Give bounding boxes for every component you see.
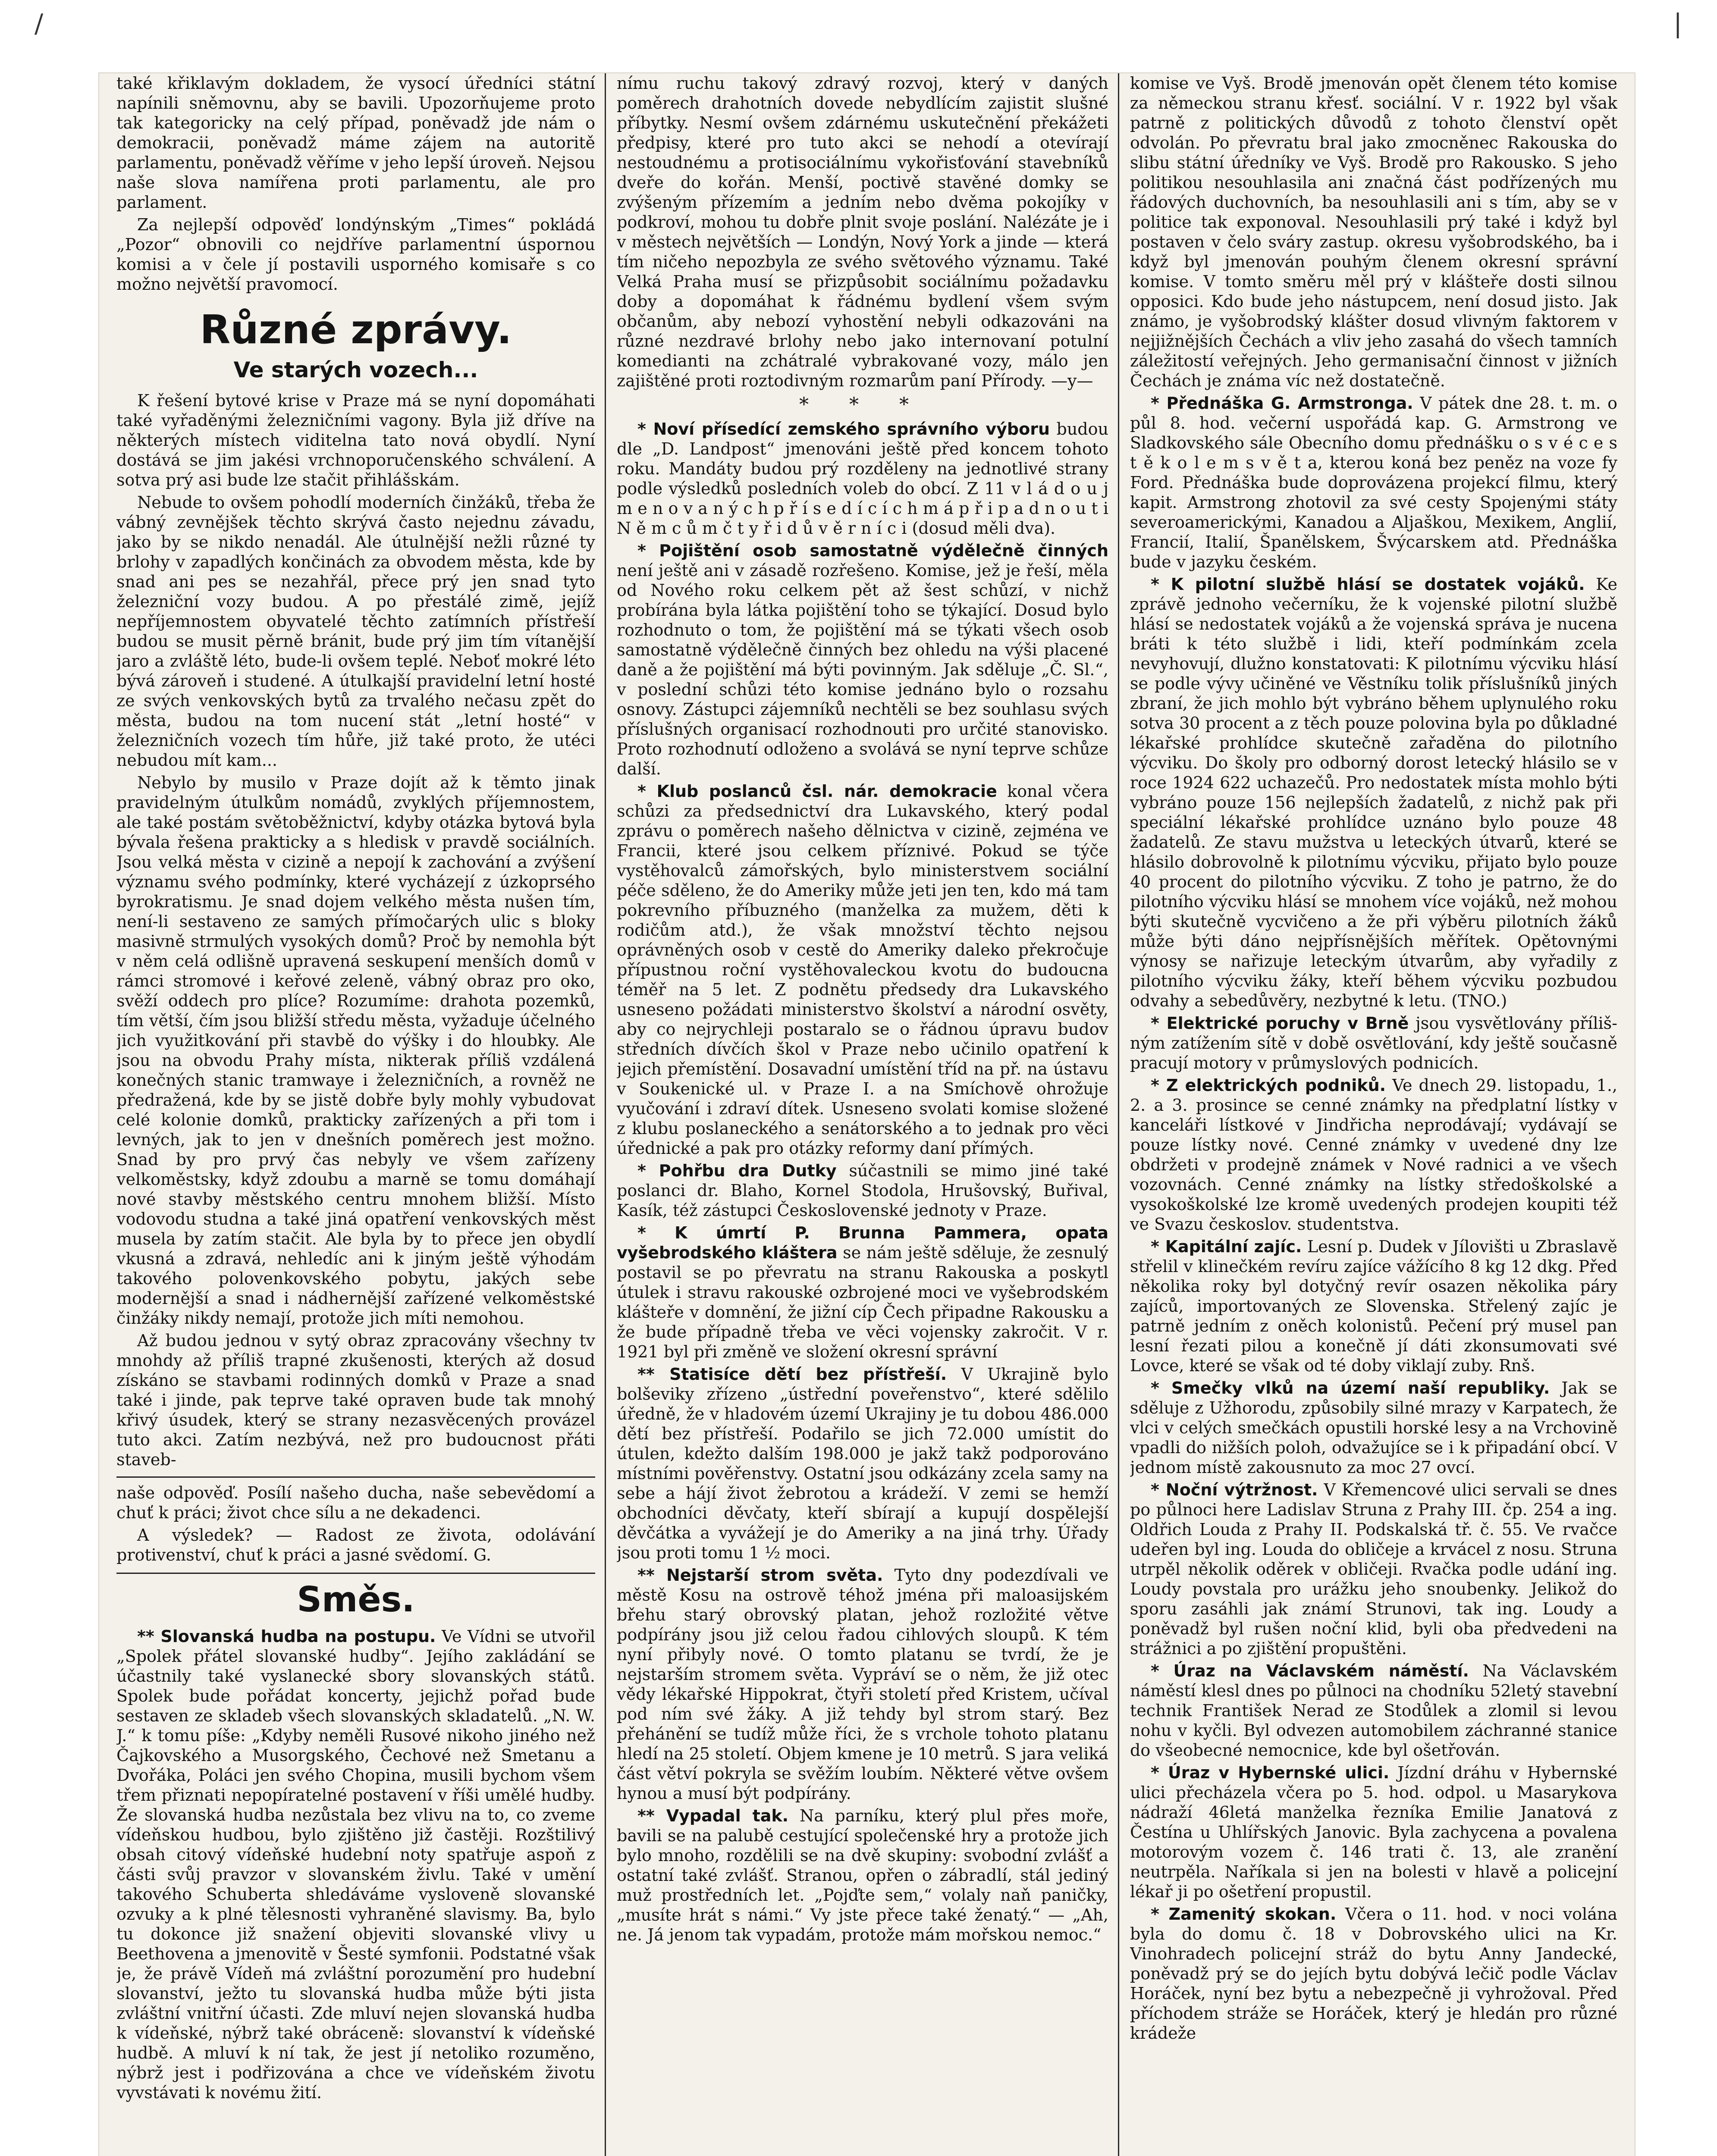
news-item-text [617, 1806, 1108, 1945]
paragraph: K řešení bytové krise v Praze má se nyní dopomáhati také vyřaděnými železničními vagony. Byla již dříve na některých místech viditelna tato nová obydlí. Nyní dostává se jim jakési vrchnoporučenského schválení. A sotva prý asi bude lze stačit přihlášskám. [116, 391, 595, 489]
news-item [617, 541, 1108, 779]
news-item-body: Jízdní dráhu v Hybernské ulici přecházela včera po 5. hod. odpol. u Masarykova nádraží 46letá manželka řezníka Emilie Janatová z Čestína u Uhlířských Janovic. Byla zachycena a povalena motorovým vozem č. 146 trati č. 13, ale zranění neutrpěla. Naříkala si jen na bolesti v hlavě a policejní lékař ji po ošetření propustil. [1130, 1763, 1617, 1901]
news-item [116, 1626, 595, 2103]
news-item [617, 1565, 1108, 1803]
news-items [617, 419, 1108, 1945]
paragraph: Nebude to ovšem pohodlí moderních činžáků, třeba že vábný zevnějšek těchto skrývá často nejednu závadu, jako by se nikdo nenadál. Ale útulnější nežli různé ty brlohy v zapadlých končinách za obvodem města, kde by snad ani pes se nezahřál, přece prý jen snad tyto železniční vozy budou. A po přestálé zimě, jejíž nepříjemnostem obyvatelé těchto zatímních přístřeší budou se musit pěrně bránit, bude prý jim tím vítanější jaro a zvláště léto, bude-li ovšem teplé. Neboť mokré léto bývá zároveň i studené. A útulkajší pravidelní letní hosté ze svých venkovských bytů za trvalého nečasu zpět do města, budou na tom nucení stát „letní hosté“ v železničních vozech tím hůře, již také proto, že utéci nebudou mít kam... [116, 493, 595, 770]
news-item-headline: * K úmrtí P. Brunna Pammera, opata vyšebrodského kláštera [617, 1223, 1108, 1262]
separator: * * * [799, 394, 926, 416]
news-item-text [1130, 1237, 1617, 1376]
news-item [1130, 1480, 1617, 1658]
corner-mark-top-right: | [1673, 9, 1682, 39]
news-item [1130, 1378, 1617, 1477]
news-item-headline: * Zamenitý skokan. [1151, 1905, 1337, 1924]
news-item-body: Ke zprávě jednoho večerníku, že k vojenské pilotní službě hlásí se nedostatek vojáků a že vojenská správa je nucena bráti k této službě i lidi, kteří podmínkám zcela nevyhovují, dlužno konstatovati: K pilotnímu výcviku hlásí se podle vývy učiněné ve Věstníku tolik příslušníků jiných zbraní, že jich mohlo být vybráno během uplynulého roku sotva 30 procent a z těch pouze polovina byla po důkladné lékařské prohlídce skutečně zařaděna do pilotního výcviku. Do školy pro odborný dorost letecký hlásilo se v roce 1924 622 uchazečů. Pro nedostatek místa mohlo býti vybráno pouze 156 nejlepších žadatelů, z nichž pak při speciální lékařské prohlídce uznáno bylo pouze 48 žadatelů. Ze stavu mužstva u leteckých útvarů, které se hlásilo dobrovolně k pilotnímu výcviku, přijato bylo pouze 40 procent do pilotního výcviku. Z toho je patrno, že do pilotního výcviku hlásí se mnohem více vojáků, než mohou býti skutečně vycvičeno a že při výběru pilotních žáků může býti dáno nejpřísnějších měřítek. Opětovnými výnosy se nařizuje leteckým útvarům, aby vyřadily z pilotního výcviku žáky, kteří během výcviku pozbudou odvahy a sebedůvěry, nezbytné k letu. (TNO.) [1130, 575, 1617, 1010]
news-item-text [1130, 574, 1617, 1011]
news-item-headline: * Pohřbu dra Dutky [637, 1161, 837, 1180]
news-item [1130, 1075, 1617, 1234]
article-ve-starych-vozech [116, 391, 595, 1470]
news-item-headline: * Smečky vlků na území naší republiky. [1151, 1379, 1550, 1398]
news-item [617, 419, 1108, 538]
news-item [1130, 574, 1617, 1011]
news-item-text [617, 541, 1108, 779]
news-item-headline: * Klub poslanců čsl. nár. demokracie [637, 782, 997, 801]
intro-text [116, 73, 595, 294]
news-item-body: Lesní p. Dudek v Jílovišti u Zbraslavě střelil v klinečkém revíru zajíce vážícího 8 kg 12 dkg. Před několika roky byl dotyčný revír osazen několika páry zajíců, importovaných ze Slovenska. Střelený zajíc je patrně jedním z oněch kolonistů. Pečení prý musel pan lesní řezati pilou a konečně jí dáti zkonsumovati své Lovce, které se však od té doby viklají zuby. Rnš. [1130, 1237, 1617, 1375]
news-item-text [1130, 1904, 1617, 2043]
section-title: Různé zprávy. [200, 307, 512, 353]
news-item-body: Tyto dny podezdívali ve městě Kosu na ostrově téhož jména při maloasijském břehu starý obrovský platan, jehož rozložité větve podpírány jsou již celou řadou cihlových sloupů. K tém nyní přibyly nové. O tomto platanu se tvrdí, že je nejstarším stromem světa. Vypráví se o něm, že již otec vědy lékařské Hippokrat, čtyři století před Kristem, učíval pod ním své žáky. A již tehdy byl strom starý. Bez přehánění se tudíž může říci, že s vrchole tohoto platanu hledí na 25 století. Objem kmene je 10 metrů. S jara veliká část větví pokryla se svěžím loubím. Některé větve ovšem hynou a musí být podpírány. [617, 1566, 1108, 1803]
column-3 [1130, 73, 1617, 2156]
news-item-body: V Křemencové ulici servali se dnes po půlnoci here Ladislav Struna z Prahy III. čp. 254 a ing. Oldřich Louda z Prahy II. Podskalská tř. č. 55. Ve rvačce udeřen byl ing. Louda do obličeje a krvácel z nosu. Struna utrpěl několik oděrek v obličeji. Rvačka podle udání ing. Loudy povstala pro urážku jeho snoubenky. Jelikož do sporu zasáhli jak známí Strunovi, tak ing. Loudy a poněvadž byl rušen noční klid, byli oba předvedeni na strážnici a po zjištění propuštěni. [1130, 1480, 1617, 1658]
news-item-headline: * Úraz v Hybernské ulici. [1151, 1763, 1390, 1782]
divider [116, 1476, 595, 1478]
corner-mark-top-left: / [35, 9, 44, 39]
news-item-text [1130, 1378, 1617, 1477]
news-item-headline: * Přednáška G. Armstronga. [1151, 394, 1413, 413]
smes-title: Směs. [116, 1573, 595, 1620]
paragraph: Až budou jednou v sytý obraz zpracovány všechny tv mnohdy až příliš trapné zkušenosti, kterých až dosud získáno se stavbami rodinných domků v Praze a snad také i jinde, pak teprve také opraven bude tak mnohý křivý úsudek, který se strany nezasvěcených provázel tuto akci. Zatím nezbývá, než pro budoucnost přáti staveb- [116, 1331, 595, 1469]
news-item-text [1130, 1013, 1617, 1073]
news-item-body: není ještě ani v zásadě rozřešeno. Komise, jež je řeší, měla od Nového roku celkem pět až šest schůzí, v nichž probírána byla látka pojištění toho se týkající. Dosud bylo rozhodnuto o tom, že pojištění má se týkati všech osob samostatně výdělečně činných bez ohledu na výši placené daně a že pojištění má býti povinným. Jak sděluje „Č. Sl.“, v poslední schůzi této komise jednáno bylo o rozsahu osnovy. Zástupci zájemníků nechtěli se bez souhlasu svých příslušných organisací rozhodnouti pro určité stanovisko. Proto rozhodnutí odloženo a svolává se nyní teprve schůze další. [617, 561, 1108, 778]
news-item-text [617, 419, 1108, 538]
news-item-headline: * K pilotní službě hlásí se dostatek vojáků. [1151, 575, 1585, 594]
news-item [617, 1364, 1108, 1563]
newspaper-page [35, 9, 1682, 2156]
section-subtitle: Ve starých vozech... [233, 357, 478, 382]
news-item-body: Na parníku, který plul přes moře, bavili se na palubě cestující společenské hry a protože jich bylo mnoho, rozdělili se na dvě skupiny: svobodní zvlášť a ostatní také zvlášť. Stranou, opřen o zábradlí, stál jediný muž prostředních let. „Pojďte sem,“ volaly naň paničky, „musíte hrát s námi.“ Vy jste přece také ženatý.“ — „Ah, ne. Já jenom tak vypadám, protože mám mořskou nemoc.“ [617, 1806, 1108, 1944]
news-item [1130, 1013, 1617, 1073]
smes-items [116, 1626, 595, 2103]
news-item-body: Jak se sděluje z Užhorodu, způsobily silné mrazy v Karpatech, že vlci v celých smečkách opustili horské lesy a na Vrchovině vpadli do nižších poloh, odvažujíce se i k připadání obcí. V jednom místě zakousnuto za moc 27 ovcí. [1130, 1379, 1617, 1477]
paragraph: Nebylo by musilo v Praze dojít až k těmto jinak pravidelným útulkům nomádů, zvyklých příjemnostem, ale také postám světoběžnictví, kdyby otázka bytová byla bývala řešena prakticky a s hledisk v pravdě sociálních. Jsou velká města v cizině a nepojí k zachování a zvýšení významu svého podmínky, které vycházejí z úzkoprsého byrokratismu. Je snad dojem velkého města nušen tím, není-li sestaveno ze samých přímočarých ulic s bloky masivně strmulých vysokých domů? Proč by nemohla být v něm celá odlišně upravená seskupení menších domů v rámci stromové i keřové zeleně, vábný obraz pro oko, svěží oddech pro plíce? Rozumíme: drahota pozemků, tím větší, čím jsou bližší středu města, vyžaduje účelného jich využitkování při stavbě do výšky i do hloubky. Ale jsou na obvodu Prahy místa, nikterak příliš vzdálená konečných stanic tramwaye i železničních, a rovněž ne předražená, kde by se jistě dobře byly mohly vybudovat celé kolonie domků, prakticky zařízených a při tom i levných, jak to jen v dnešních poměrech jest možno. Snad by pro prvý čas nebyly ve všem zařízeny velkoměstsky, když zdoubu a marně se tomu domáhají nové stavby městského centru mnohem bližší. Místo vodovodu studna a také jiná opatření venkovských měst musela by zatím stačit. Ale byla by to přece jen obydlí vkusná a zdravá, nehledíc ani k jiným ještě výhodám takového polovenkovského pobytu, jakých sebe modernější a snad i nádhernější zařízené velkoměstské činžáky nikdy nemají, protože jich míti nemohou. [116, 773, 595, 1328]
column-2 [617, 73, 1108, 2156]
news-item-text [617, 1161, 1108, 1220]
news-item-headline: * Pojištění osob samostatně výdělečně činných [637, 541, 1108, 560]
news-item-body: súčastnili se mimo jiné také poslanci dr. Blaho, Kornel Stodola, Hrušovský, Buřival, Kasík, též zástupci Československé jednoty v Praze. [617, 1161, 1108, 1220]
paragraph: také křiklavým dokladem, že vysocí úředníci státní napínili sněmovnu, aby se bavili. Upozorňujeme proto tak kategoricky na celý případ, poněvadž jde nám o demokracii, poněvadž máme zájem na autoritě parlamentu, poněvadž věříme v jeho lepší úroveň. Nejsou naše slova namířena proti parlamentu, ale pro parlament. [116, 74, 595, 212]
news-item [617, 1223, 1108, 1362]
news-item [617, 781, 1108, 1158]
news-item-headline: ** Slovanská hudba na postupu. [137, 1627, 436, 1646]
news-item-body: Ve Vídni se utvořil „Spolek přátel slovanské hudby“. Jejího zakládání se účastnily také vyslanecké sbory slovanských států. Spolek bude pořádat koncerty, jejichž pořad bude sestaven ze skladeb všech slovanských skladatelů. „N. W. J.“ k tomu píše: „Kdyby neměli Rusové nikoho jiného než Čajkovského a Musorgského, Čechové než Smetanu a Dvořáka, Poláci jen svého Chopina, musili bychom všem třem přiznati nepopíratelné postavení v říši umělé hudby. Že slovanská hudba nezůstala bez vlivu na to, co zveme vídeňskou hudbou, bylo zjištěno již častěji. Rozštilivý obsah citový vídeňské hudební noty spatřuje aspoň z části svůj pravzor v slovanském živlu. Také v umění takového Schuberta shledáváme vysloveně slovanské ozvuky a k plné tělesnosti vyhraněné slavismy. Ba, bylo tu dokonce již snažení objeviti slovanské vlivy u Beethovena a jmenovitě v Šesté symfonii. Podstatné však je, že právě Vídeň má zvláštní porozumění pro hudební slovanství, ježto tu slovanská hudba může býti jista zvláštní vnitřní účasti. Zde mluví nejen slovanská hudba k vídeňské, nýbrž také obráceně: slovanství k vídeňské hudbě. A mluví k ní tak, že jest jí netoliko rozuměno, nýbrž jest i podřizována a chce ve vídeňském životu vyvstávati k novému žití. [116, 1627, 595, 2102]
paragraph: A výsledek? — Radost ze života, odolávání protivenství, chuť k práci a jasné svědomí. G. [116, 1526, 595, 1564]
news-item [1130, 393, 1617, 572]
news-item [617, 1806, 1108, 1945]
news-item-body: budou dle „D. Landpost“ jmenováni ještě před koncem tohoto roku. Mandáty budou prý rozděleny na jednotlivé strany podle výsledků posledních voleb do obcí. Z 11 v l á d o u j m e n o v a n ý c h p ř í s e d í c í c h m á p ř i p a d n o u t i N ě m c ů m č t y ř i d ů v ě r n í c i (dosud měli dva). [617, 420, 1108, 538]
news-item-body: konal včera schůzi za předsednictví dra Lukavského, který podal zprávu o poměrech našeho dělnictva v cizině, zejména ve Francii, které jsou celkem příznivé. Pokud se týče vystěhovalců zámořských, bylo ministerstvem sociální péče sděleno, že do Ameriky může jeti jen ten, kdo má tam pokrevního příbuzného (manželka za mužem, děti k rodičům atd.), že však množství těchto nejsou oprávněných osob v cestě do Ameriky daleko překročuje přípustnou roční vystěhovaleckou kvotu do budoucna téměř na 5 let. Z podnětu předsedy dra Lukavského usneseno požádati ministerstvo školství a národní osvěty, aby co nejrychleji postaralo se o řádnou úpravu budov středních dívčích škol v Praze nebo učinilo opatření k jejich přemístění. Dosavadní umístění tříd na př. na ústavu v Soukenické ul. v Praze I. a na Smíchově ohrožuje vyučování i zdraví dítek. Usneseno svolati komise složené z klubu poslaneckého a senátorského a to jednak pro věci úřednické a pak pro otázky reformy daní přímých. [617, 782, 1108, 1158]
paragraph: naše odpověď. Posílí našeho ducha, naše sebevědomí a chuť k práci; život chce sílu a ne dekadenci. [116, 1483, 595, 1522]
continued-text [116, 1483, 595, 1565]
news-item-text [617, 1364, 1108, 1563]
news-item-body: Na Václavském náměstí klesl dnes po půlnoci na chodníku 52letý stavební technik František Nerad ze Stodůlek a zlomil si levou nohu v kyčli. Byl odvezen automobilem záchranné stanice do všeobecné nemocnice, kde byl ošetřován. [1130, 1661, 1617, 1760]
news-item-body: Ve dnech 29. listopadu, 1., 2. a 3. prosince se cenné známky na předplatní lístky v kanceláři lístkové v Jindřicha neprodávají; vydávají se pouze lístky nové. Cenné známky v uvedené dny lze obdržeti v prodejně známek v Nové radnici a ve všech vozovnách. Cenné známky na lístky středoškolské a vysokoškolské lze kromě uvedených prodejen koupiti též ve Svazu českoslov. studentstva. [1130, 1076, 1617, 1234]
news-item-headline: * Elektrické poruchy v Brně [1151, 1014, 1409, 1033]
news-item-text [1130, 1763, 1617, 1902]
news-item-text [1130, 1075, 1617, 1234]
news-item-text [1130, 1661, 1617, 1760]
news-item-headline: * Z elektrických podniků. [1151, 1076, 1386, 1095]
news-item-body: jsou vysvětlovány přílišným zatížením sítě v době osvětlování, kdy ještě současně pracují motory v průmyslových podnicích. [1130, 1014, 1617, 1072]
news-item-text [1130, 1480, 1617, 1658]
news-item [1130, 1904, 1617, 2043]
column-divider-1 [605, 73, 606, 2156]
news-item [1130, 1237, 1617, 1376]
news-item-headline: * Noví přísedící zemského správního výboru [637, 420, 1050, 439]
column-1 [116, 73, 595, 2156]
news-item [617, 1161, 1108, 1220]
news-item-headline: ** Nejstarší strom světa. [637, 1566, 883, 1585]
news-item-text [1130, 393, 1617, 572]
column-divider-2 [1118, 73, 1119, 2156]
news-item [1130, 1661, 1617, 1760]
news-item-text [617, 1565, 1108, 1803]
news-item-headline: * Noční výtržnost. [1151, 1480, 1318, 1499]
news-item-headline: ** Vypadal tak. [637, 1806, 789, 1825]
news-item-headline: * Kapitální zajíc. [1151, 1237, 1302, 1256]
news-item-body: V Ukrajině bylo bolševiky zřízeno „ústřední poveřenstvo“, které sdělilo úředně, že v hladovém území Ukrajiny je tu dobou 486.000 dětí bez přístřeší. Podařilo se jich 72.000 umístit do útulen, kdežto dalším 198.000 je jakž takž podporováno místními pověřenstvy. Ostatní jsou odkázány zcela samy na sebe a hájí život žebrotou a krádeží. V zemi se hemží obchodníci děvčaty, kteří sbírají a kupují dospělejší děvčátka a vyvážejí je do Ameriky a na jiná trhy. Úřady jsou proti tomu 1 ½ moci. [617, 1365, 1108, 1562]
news-item-body: V pátek dne 28. t. m. o půl 8. hod. večerní uspořádá kap. G. Armstrong ve Sladkovského sále Obecního domu přednášku o s v é c e s t ě k o l e m s v ě t a, kterou koná bez peněz na voze fy Ford. Přednáška bude doprovázena projekcí filmu, který kapit. Armstrong zhotovil za své cesty Spojenými státy severoamerickými, Kanadou a Aljaškou, Mexikem, Anglií, Francií, Italií, Španělskem, Švýcarskem atd. Přednáška bude v jazyku českém. [1130, 394, 1617, 571]
news-item-text [116, 1626, 595, 2103]
news-item-text [617, 1223, 1108, 1362]
paragraph: Za nejlepší odpověď londýnským „Times“ pokládá „Pozor“ obnovili co nejdříve parlamentní úspornou komisi a v čele jí postavili usporného komisaře s co možno největší pravomocí. [116, 215, 595, 294]
news-item-headline: ** Statisíce dětí bez přístřeší. [637, 1365, 947, 1384]
continued-text: nímu ruchu takový zdravý rozvoj, který v daných poměrech drahotních dovede nebydlícím zajistit slušné příbytky. Nesmí ovšem zdárnému uskutečnění překážeti předpisy, které pro tuto akci se nehodí a otevírají nestoudnému a protisociálnímu vykořisťování stavebníků dveře do kořán. Menší, poctivě stavěné domky se zvýšeným přízemím a jedním nebo dvěma pokojíky v podkroví, mohou tu dobře plnit svoje poslání. Nalézáte je i v městech největších — Londýn, Nový York a jinde — která tím ničeho nepozbyla ze svého světového významu. Také Velká Praha musí se přizpůsobit sociálnímu požadavku doby a dopomáhat k řádnému bydlení všem svým občanům, aby nebozí vyhostění nebyli odkazováni na různé nezdravé brlohy nebo jako internovaní potulní komedianti na zchátralé vybrakované vozy, málo jen zajištěné proti roztodivným rozmarům paní Přírody. —y— [617, 74, 1108, 390]
news-item [1130, 1763, 1617, 1902]
news-item-headline: * Úraz na Václavském náměstí. [1151, 1661, 1469, 1680]
news-item-body: se nám ještě sděluje, že zesnulý postavil se po převratu na stranu Rakouska a poskytl útulek i stravu rakouské ozbrojené moci ve vyšebrodském klášteře v domnění, že jižní cíp Čech připadne Rakousku a že bude případně třeba ve věci vojensky zakročit. V r. 1921 byl při změně ve složení okresní správní [617, 1243, 1108, 1361]
news-item-body: Včera o 11. hod. v noci volána byla do domu č. 18 v Dobrovského ulici na Kr. Vinohradech policejní stráž do bytu Anny Jandecké, poněvadž prý se do jejích bytu dobývá lečič podle Václav Horáček, nyní bez bytu a nebezpečně ji vyhrožoval. Před příchodem stráže se Horáček, který je hledán pro různé krádeže [1130, 1905, 1617, 2043]
news-item-text [617, 781, 1108, 1158]
continued-text: komise ve Vyš. Brodě jmenován opět členem této komise za německou stranu křesť. sociální. V r. 1922 byl však patrně z politických důvodů z tohoto členství opět odvolán. Po převratu bral jako zmocněnec Rakouska do slibu státní úředníky ve Vyš. Brodě pro Rakousko. S jeho politikou nesouhlasila ani značná část podřízených mu řádových duchovních, ba nesouhlasili ani s tím, aby se v politice tak exponoval. Nesouhlasili prý také i když byl postaven v čelo sváry zastup. okresu vyšobrodského, ba i když byl jmenován pouhým členem okresní správní komise. V tomto směru měl prý v klášteře dosti silnou opposici. Kdo bude jeho nástupcem, není dosud jisto. Jak známo, je vyšobrodský klášter dosud vlivným faktorem v nejjižnějších Čechách a vliv jeho zasahá do všech tamních záležitostí veřejných. Jeho germanisační činnost v jižních Čechách je známa víc než dostatečně. [1130, 74, 1617, 390]
news-items [1130, 393, 1617, 2043]
